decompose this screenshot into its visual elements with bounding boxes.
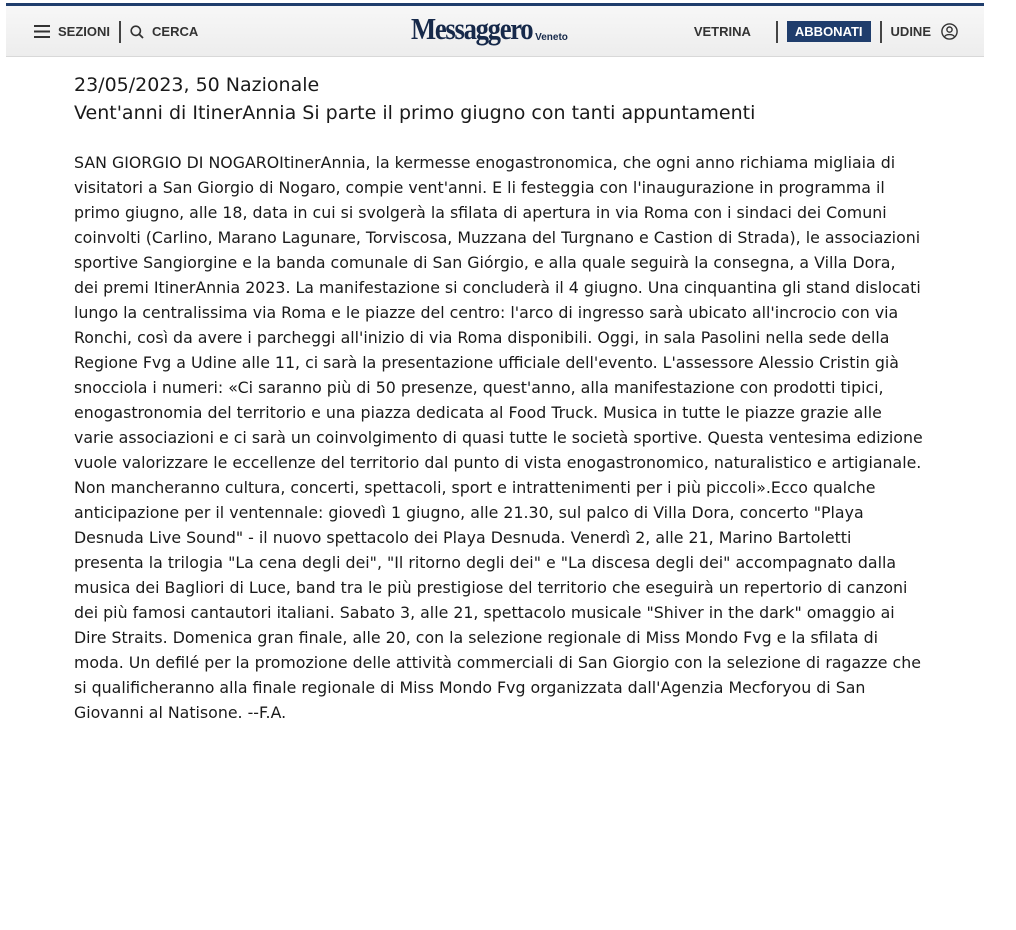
user-account-icon — [941, 23, 958, 40]
header-left-nav — [34, 6, 198, 57]
sections-label: SEZIONI — [58, 24, 111, 39]
search-button[interactable] — [130, 24, 198, 39]
nav-divider — [776, 21, 778, 43]
vetrina-link[interactable]: VETRINA — [693, 24, 751, 39]
site-header — [6, 3, 984, 57]
article-body: SAN GIORGIO DI NOGAROItinerAnnia, la kermesse enogastronomica, che ogni anno richiama migliaia di visitatori a San Giorgio di Nogaro, compie vent'anni. E li festeggia con l'inaugurazione in programma il primo giugno, alle 18, data in cui si svolgerà la sfilata di apertura in via Roma con i sindaci dei Comuni coinvolti (Carlino, Marano Lagunare, Torviscosa, Muzzana del Turgnano e Castion di Strada), le associazioni sportive Sangiorgine e la banda comunale di San Giórgio, e alla quale seguirà la consegna, a Villa Dora, dei premi ItinerAnnia 2023. La manifestazione si concluderà il 4 giugno. Una cinquantina gli stand dislocati lungo la centralissima via Roma e le piazze del centro: l'arco di ingresso sarà ubicato all'incrocio con via Ronchi, così da avere i parcheggi all'inizio di via Roma disponibili. Oggi, in sala Pasolini nella sede della Regione Fvg a Udine alle 11, ci sarà la presentazione ufficiale dell'evento. L'assessore Alessio Cristin già snocciola i numeri: «Ci saranno più di 50 presenze, quest'anno, alla manifestazione con prodotti tipici, enogastronomia del territorio e una piazza dedicata al Food Truck. Musica in tutte le piazze grazie alle varie associazioni e ci sarà un coinvolgimento di quasi tutte le società sportive. Questa ventesima edizione vuole valorizzare le eccellenze del territorio dal punto di vista enogastronomico, naturalistico e artigianale. Non mancheranno cultura, concerti, spettacoli, sport e intrattenimenti per i più piccoli».Ecco qualche anticipazione per il ventennale: giovedì 1 giugno, alle 21.30, sul palco di Villa Dora, concerto "Playa Desnuda Live Sound" - il nuovo spettacolo dei Playa Desnuda. Venerdì 2, alle 21, Marino Bartoletti presenta la trilogia "La cena degli dei", "Il ritorno degli dei" e "La discesa degli dei" accompagnato dalla musica dei Bagliori di Luce, band tra le più prestigiose del territorio che eseguirà un repertorio di canzoni dei più famosi cantautori italiani. Sabato 3, alle 21, spettacolo musicale "Shiver in the dark" omaggio ai Dire Straits. Domenica gran finale, alle 20, con la selezione regionale di Miss Mondo Fvg e la sfilata di moda. Un defilé per la promozione delle attività commerciali di San Giorgio con la selezione di ragazze che si qualificheranno alla finale regionale di Miss Mondo Fvg organizzata dall'Agenzia Mecforyou di San Giovanni al Natisone. --F.A. — [74, 153, 923, 722]
nav-divider — [119, 21, 121, 43]
location-account-button[interactable] — [891, 23, 958, 40]
site-logo[interactable] — [411, 12, 568, 46]
location-label: UDINE — [890, 24, 931, 39]
subscribe-button[interactable]: ABBONATI — [787, 21, 871, 42]
logo-edition: Veneto — [535, 32, 568, 43]
search-label: CERCA — [152, 24, 199, 39]
logo-wordmark: Messaggero — [411, 11, 533, 46]
article — [74, 72, 924, 725]
hamburger-menu-icon — [34, 25, 50, 38]
sections-menu-button[interactable] — [34, 24, 110, 39]
nav-divider — [880, 21, 882, 43]
search-icon — [130, 25, 144, 39]
header-right-nav — [694, 6, 958, 57]
article-meta: 23/05/2023, 50 Nazionale — [74, 74, 320, 96]
article-title: Vent'anni di ItinerAnnia Si parte il primo giugno con tanti appuntamenti — [74, 102, 756, 124]
